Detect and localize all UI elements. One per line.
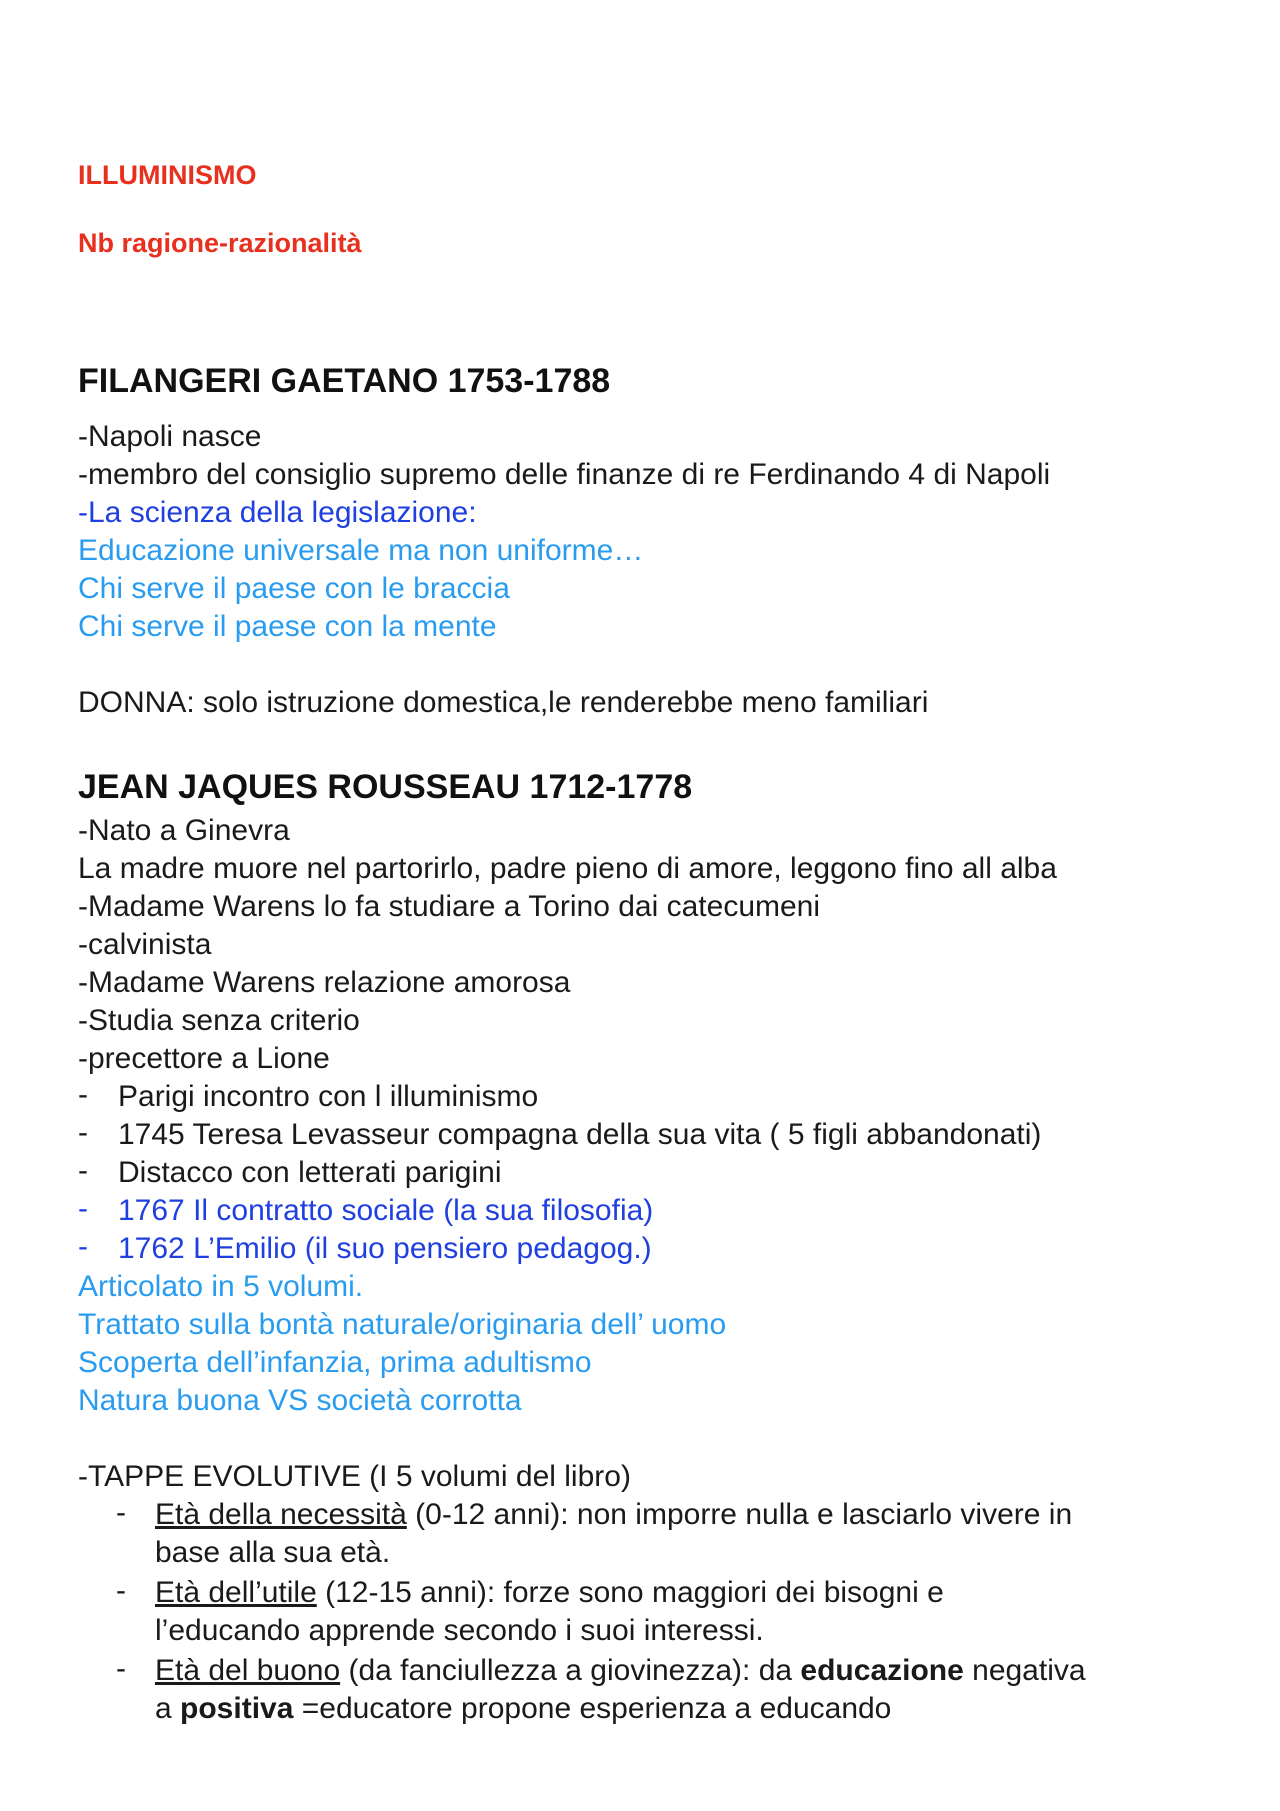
tappa-desc-cont: base alla sua età.: [155, 1536, 391, 1569]
bold-term: positiva: [180, 1692, 294, 1725]
text-line: -Nato a Ginevra: [78, 814, 290, 847]
section-heading-filangeri: FILANGERI GAETANO 1753-1788: [78, 362, 611, 400]
tappa-desc: (12-15 anni): forze sono maggiori dei bisogni e: [316, 1576, 944, 1609]
text-line: -Madame Warens relazione amorosa: [78, 966, 571, 999]
tappa-desc: (0-12 anni): non imporre nulla e lasciarlo vivere in: [406, 1498, 1073, 1531]
text-line: -Napoli nasce: [78, 420, 262, 453]
tappa-item: [155, 1574, 944, 1612]
bullet-item: Distacco con letterati parigini: [118, 1156, 502, 1189]
bullet-dash: -: [78, 1078, 88, 1111]
subtitle-note: Nb ragione-razionalità: [78, 228, 362, 258]
sub-bullet-dash: -: [116, 1652, 126, 1685]
tappa-label: Età della necessità: [155, 1498, 407, 1531]
sub-bullet-dash: -: [116, 1496, 126, 1529]
bullet-item: Parigi incontro con l illuminismo: [118, 1080, 539, 1113]
highlight-line-lightblue: Chi serve il paese con le braccia: [78, 572, 510, 605]
tappa-item: [155, 1496, 1072, 1534]
highlight-line-lightblue: Scoperta dell’infanzia, prima adultismo: [78, 1346, 592, 1379]
tappa-label: Età dell’utile: [155, 1576, 317, 1609]
tappa-desc-cont: l’educando apprende secondo i suoi interessi.: [155, 1614, 764, 1647]
highlight-line-lightblue: Trattato sulla bontà naturale/originaria dell’ uomo: [78, 1308, 727, 1341]
tappe-title: -TAPPE EVOLUTIVE (I 5 volumi del libro): [78, 1460, 631, 1493]
bullet-dash: -: [78, 1192, 88, 1225]
bullet-dash: -: [78, 1116, 88, 1149]
text-line: -Madame Warens lo fa studiare a Torino dai catecumeni: [78, 890, 821, 923]
text-line: -Studia senza criterio: [78, 1004, 360, 1037]
text-line: -precettore a Lione: [78, 1042, 330, 1075]
text-line: -calvinista: [78, 928, 212, 961]
bold-term: educazione: [800, 1654, 964, 1687]
highlight-line-lightblue: Natura buona VS società corrotta: [78, 1384, 522, 1417]
text-line: -membro del consiglio supremo delle finanze di re Ferdinando 4 di Napoli: [78, 458, 1051, 491]
tappa-desc: negativa: [963, 1654, 1086, 1687]
tappa-desc: (da fanciullezza a giovinezza): da: [340, 1654, 801, 1687]
page-title: ILLUMINISMO: [78, 160, 257, 190]
text-line: La madre muore nel partorirlo, padre pieno di amore, leggono fino all alba: [78, 852, 1057, 885]
bullet-item-blue: 1762 L’Emilio (il suo pensiero pedagog.): [118, 1232, 652, 1265]
tappa-desc-cont: [155, 1690, 891, 1728]
highlight-line-lightblue: Educazione universale ma non uniforme…: [78, 534, 644, 567]
highlight-line-blue: -La scienza della legislazione:: [78, 496, 477, 529]
tappa-item: [155, 1652, 1086, 1690]
sub-bullet-dash: -: [116, 1574, 126, 1607]
bullet-item: 1745 Teresa Levasseur compagna della sua vita ( 5 figli abbandonati): [118, 1118, 1042, 1151]
text-line-donna: DONNA: solo istruzione domestica,le renderebbe meno familiari: [78, 686, 929, 719]
bullet-dash: -: [78, 1154, 88, 1187]
tappa-desc: a: [155, 1692, 181, 1725]
highlight-line-lightblue: Chi serve il paese con la mente: [78, 610, 497, 643]
section-heading-rousseau: JEAN JAQUES ROUSSEAU 1712-1778: [78, 768, 693, 806]
tappa-label: Età del buono: [155, 1654, 341, 1687]
highlight-line-lightblue: Articolato in 5 volumi.: [78, 1270, 364, 1303]
bullet-dash: -: [78, 1230, 88, 1263]
bullet-item-blue: 1767 Il contratto sociale (la sua filosofia): [118, 1194, 654, 1227]
tappa-desc: =educatore propone esperienza a educando: [293, 1692, 892, 1725]
